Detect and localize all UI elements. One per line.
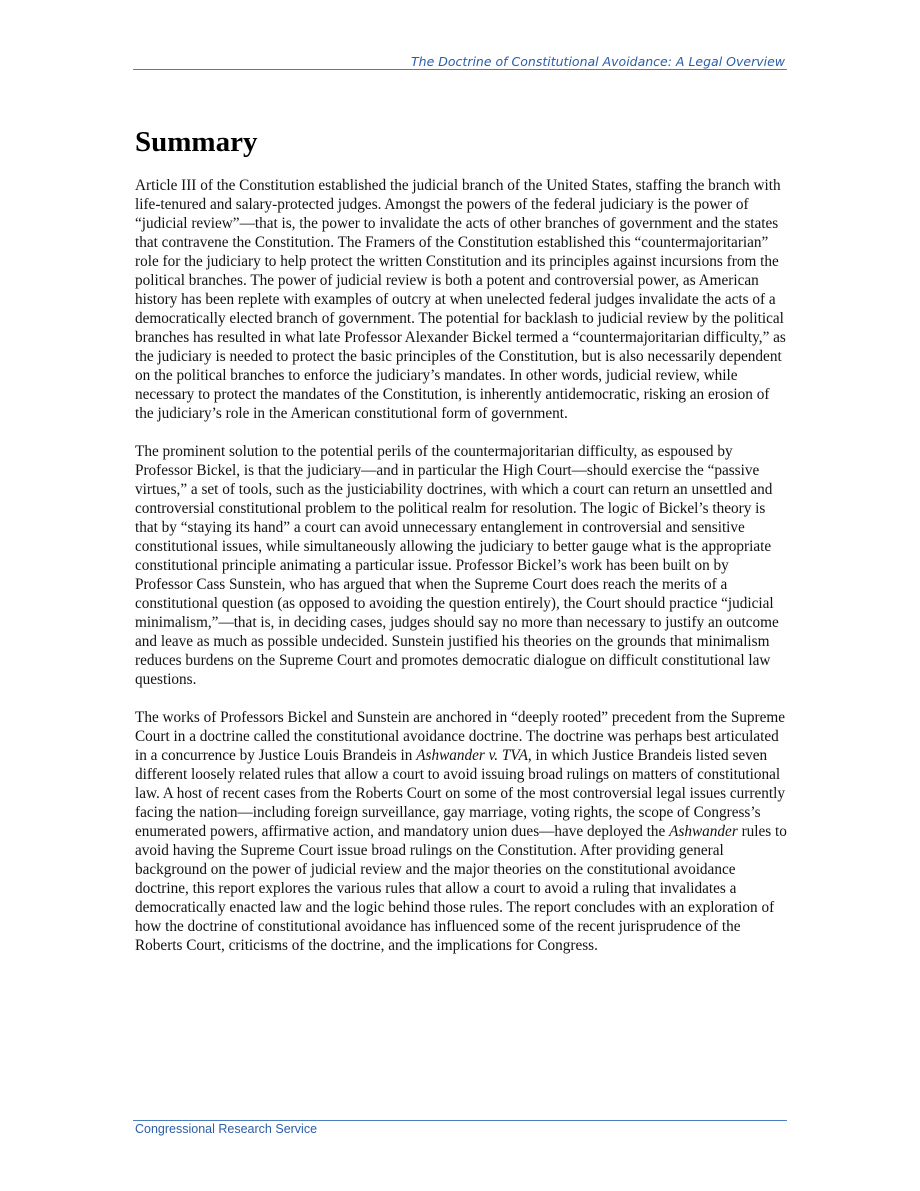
summary-paragraph-1: Article III of the Constitution established the judicial branch of the United States, staffing the branch with life-tenured and salary-protected judges. Amongst the powers of the federal judiciary is the power of “judicial review”—that is, the power to invalidate the acts of other branches of government and the states that contravene the Constitution. The Framers of the Constitution established this “countermajoritarian” role for the judiciary to help protect the written Constitution and its principles against incursions from the political branches. The power of judicial review is both a potent and controversial power, as American history has been replete with examples of outcry at when unelected federal judges invalidate the acts of a democratically elected branch of government. The potential for backlash to judicial review by the political branches has resulted in what late Professor Alexander Bickel termed a “countermajoritarian difficulty,” as the judiciary is needed to protect the basic principles of the Constitution, but is also necessarily dependent on the political branches to enforce the judiciary’s mandates. In other words, judicial review, while necessary to protect the mandates of the Constitution, is inherently antidemocratic, risking an erosion of the judiciary’s role in the American constitutional form of government. bbox=[135, 177, 786, 422]
page-title: Summary bbox=[135, 126, 258, 158]
paragraph-text: , in which Justice Brandeis listed seven different loosely related rules that allow a court to avoid issuing broad rulings on matters of constitutional law. A host of recent cases from the Roberts Court on some of the most controversial legal issues currently facing the nation—including foreign surveillance, gay marriage, voting rights, the scope of Congress’s enumerated powers, affirmative action, and mandatory union dues—have deployed the bbox=[135, 747, 785, 840]
running-header-title: The Doctrine of Constitutional Avoidance: A Legal Overview bbox=[411, 54, 785, 69]
header-divider bbox=[133, 69, 787, 70]
paragraph-text: rules to avoid having the Supreme Court issue broad rulings on the Constitution. After providing general background on the power of judicial review and the major theories on the constitutional avoidance doctrine, this report explores the various rules that allow a court to avoid a ruling that invalidates a democratically enacted law and the logic behind those rules. The report concludes with an exploration of how the doctrine of constitutional avoidance has influenced some of the recent jurisprudence of the Roberts Court, criticisms of the doctrine, and the implications for Congress. bbox=[135, 823, 787, 954]
footer-divider bbox=[133, 1120, 787, 1121]
paragraph-text: The works of Professors Bickel and Sunstein are anchored in “deeply rooted” precedent from the Supreme Court in a doctrine called the constitutional avoidance doctrine. The doctrine was perhaps best articulated in a concurrence by Justice Louis Brandeis in bbox=[135, 709, 786, 764]
footer-publisher: Congressional Research Service bbox=[135, 1122, 318, 1136]
case-citation: Ashwander v. TVA bbox=[416, 747, 528, 764]
summary-paragraph-3 bbox=[135, 708, 789, 955]
summary-paragraph-2: The prominent solution to the potential perils of the countermajoritarian difficulty, as espoused by Professor Bickel, is that the judiciary—and in particular the High Court—should exercise the “passive virtues,” a set of tools, such as the justiciability doctrines, with which a court can return an unsettled and controversial constitutional problem to the political realm for resolution. The logic of Bickel’s theory is that by “staying its hand” a court can avoid unnecessary entanglement in controversial and sensitive constitutional issues, while simultaneously allowing the judiciary to better gauge what is the appropriate constitutional principle animating a particular issue. Professor Bickel’s work has been built on by Professor Cass Sunstein, who has argued that when the Supreme Court does reach the merits of a constitutional question (as opposed to avoiding the question entirely), the Court should practice “judicial minimalism,”—that is, in deciding cases, judges should say no more than necessary to justify an outcome and leave as much as possible undecided. Sunstein justified his theories on the grounds that minimalism reduces burdens on the Supreme Court and promotes democratic dialogue on difficult constitutional law questions. bbox=[135, 443, 779, 688]
summary-body bbox=[135, 176, 789, 974]
case-name: Ashwander bbox=[669, 823, 738, 840]
